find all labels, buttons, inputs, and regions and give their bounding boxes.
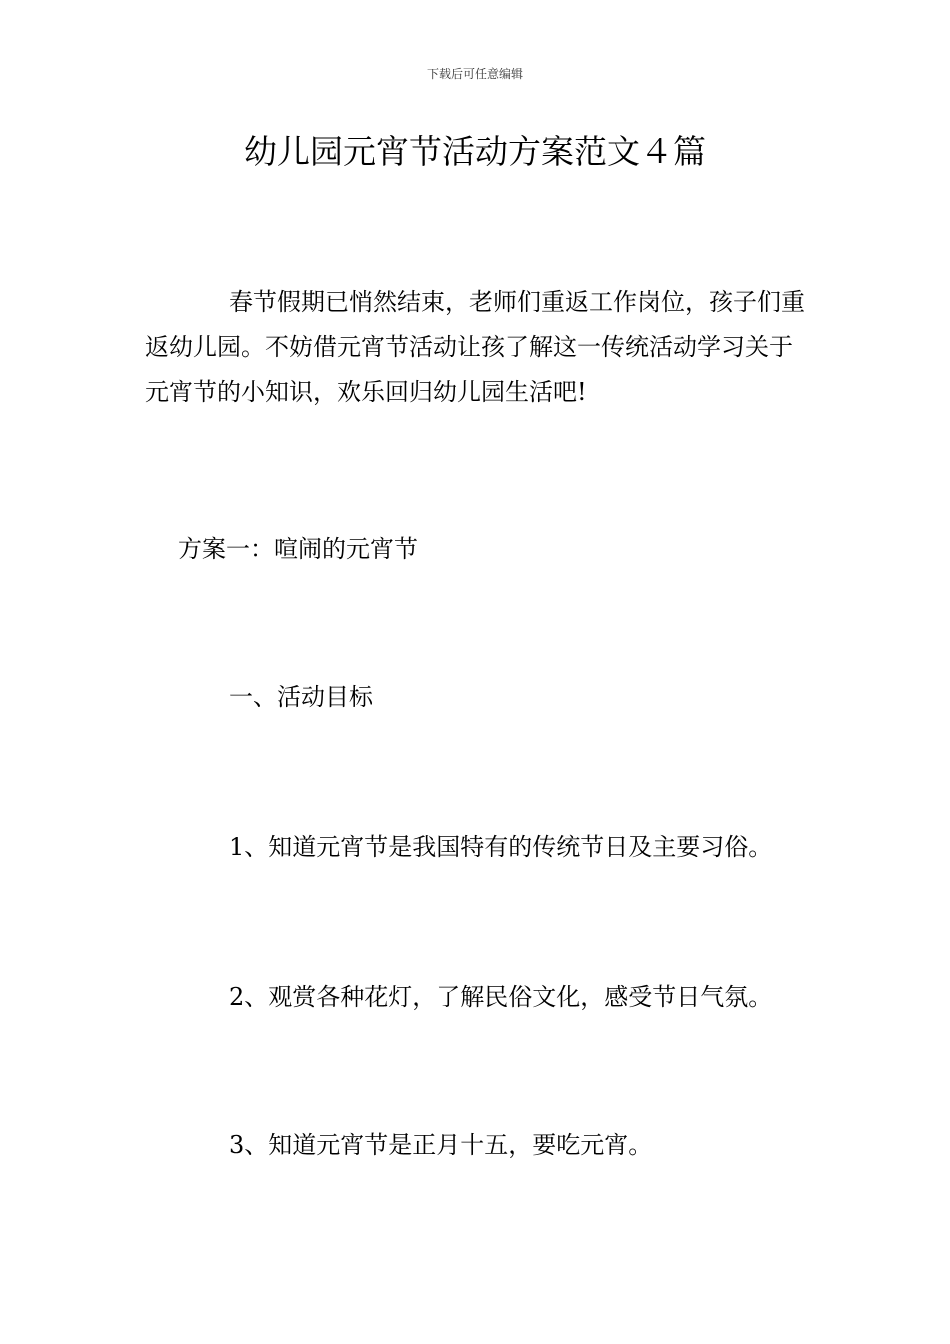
- header-note: 下载后可任意编辑: [426, 67, 523, 81]
- intro-paragraph: 春节假期已悄然结束，老师们重返工作岗位，孩子们重返幼儿园。不妨借元宵节活动让孩了解这一传统活动学习关于元宵节的小知识，欢乐回归幼儿园生活吧!: [145, 288, 805, 406]
- goal-item: 1、知道元宵节是我国特有的传统节日及主要习俗。: [229, 833, 773, 861]
- plan-heading: 方案一：喧闹的元宵节: [178, 535, 418, 563]
- goal-item: 3、知道元宵节是正月十五，要吃元宵。: [229, 1131, 653, 1159]
- section-heading: 一、活动目标: [229, 683, 373, 711]
- document-title: 幼儿园元宵节活动方案范文４篇: [244, 132, 706, 171]
- goal-item: 2、观赏各种花灯，了解民俗文化，感受节日气氛。: [229, 983, 773, 1011]
